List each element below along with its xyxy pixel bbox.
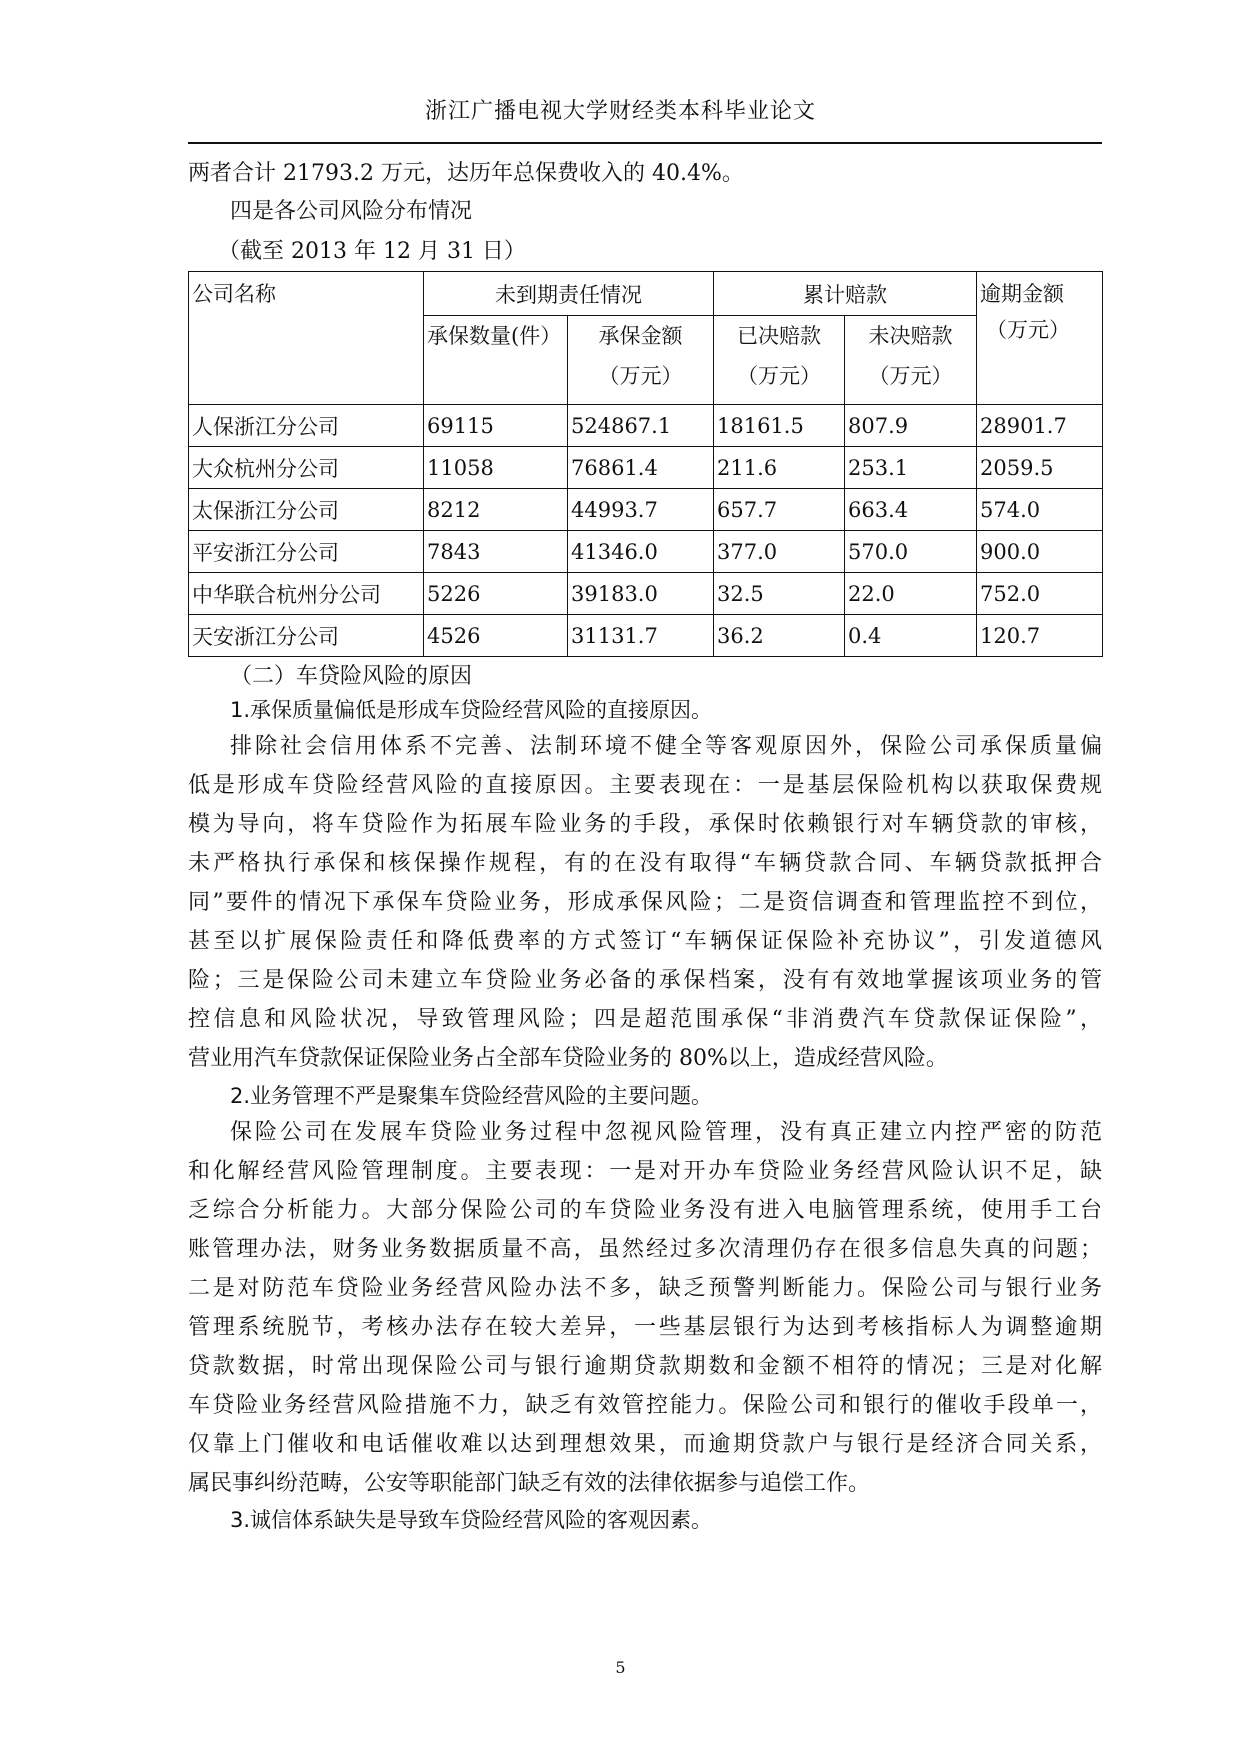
- cell-overdue: 574.0: [977, 489, 1103, 531]
- cell-overdue: 28901.7: [977, 405, 1103, 447]
- cell-settled: 18161.5: [714, 405, 845, 447]
- para2-line: 仅靠上门催收和电话催收难以达到理想效果，而逾期贷款户与银行是经济合同关系，: [188, 1432, 1102, 1457]
- cell-pending: 253.1: [845, 447, 977, 489]
- table-row: [189, 405, 1103, 447]
- cell-count: 69115: [424, 405, 568, 447]
- para1-line: 模为导向，将车贷险作为拓展车险业务的手段，承保时依赖银行对车辆贷款的审核，: [188, 812, 1102, 837]
- cell-pending: 807.9: [845, 405, 977, 447]
- para1-line: 低是形成车贷险经营风险的直接原因。主要表现在：一是基层保险机构以获取保费规: [188, 773, 1102, 798]
- header-pending-label: 未决赔款: [868, 324, 953, 349]
- header-settled: [714, 316, 845, 405]
- cell-count: 8212: [424, 489, 568, 531]
- para1-line: 甚至以扩展保险责任和降低费率的方式签订“车辆保证保险补充协议”，引发道德风: [188, 929, 1102, 954]
- cell-count: 11058: [424, 447, 568, 489]
- para1-line: 营业用汽车贷款保证保险业务占全部车贷险业务的 80%以上，造成经营风险。: [188, 1046, 948, 1071]
- cell-count: 7843: [424, 531, 568, 573]
- cell-company: 中华联合杭州分公司: [189, 573, 424, 615]
- section-heading: 四是各公司风险分布情况: [230, 199, 473, 224]
- header-settled-label: 已决赔款: [737, 324, 821, 349]
- table-note: （截至 2013 年 12 月 31 日）: [218, 239, 526, 264]
- table-row: [189, 615, 1103, 657]
- cell-company: 大众杭州分公司: [189, 447, 424, 489]
- cell-pending: 0.4: [845, 615, 977, 657]
- cell-amount: 76861.4: [568, 447, 714, 489]
- cell-overdue: 752.0: [977, 573, 1103, 615]
- page-number: 5: [615, 1658, 626, 1677]
- cell-pending: 663.4: [845, 489, 977, 531]
- header-unexpired: 未到期责任情况: [424, 272, 714, 316]
- para2-line: 属民事纠纷范畴，公安等职能部门缺乏有效的法律依据参与追偿工作。: [188, 1471, 871, 1496]
- table-row: [189, 489, 1103, 531]
- cell-company: 平安浙江分公司: [189, 531, 424, 573]
- cell-settled: 657.7: [714, 489, 845, 531]
- cell-settled: 36.2: [714, 615, 845, 657]
- header-overdue: [977, 272, 1103, 405]
- para2-line: 账管理办法，财务业务数据质量不高，虽然经过多次清理仍存在很多信息失真的问题；: [188, 1237, 1102, 1262]
- cell-company: 人保浙江分公司: [189, 405, 424, 447]
- para2-line: 和化解经营风险管理制度。主要表现：一是对开办车贷险业务经营风险认识不足，缺: [188, 1159, 1102, 1184]
- cell-overdue: 120.7: [977, 615, 1103, 657]
- para2-line: 二是对防范车贷险业务经营风险办法不多，缺乏预警判断能力。保险公司与银行业务: [188, 1276, 1102, 1301]
- table-row: [189, 573, 1103, 615]
- header-claims: 累计赔款: [714, 272, 977, 316]
- point2-heading: 2.业务管理不严是聚集车贷险经营风险的主要问题。: [230, 1084, 713, 1108]
- cell-settled: 377.0: [714, 531, 845, 573]
- cell-count: 5226: [424, 573, 568, 615]
- cell-overdue: 900.0: [977, 531, 1103, 573]
- cell-amount: 31131.7: [568, 615, 714, 657]
- header-amount-unit: （万元）: [598, 364, 683, 389]
- intro-line: 两者合计 21793.2 万元，达历年总保费收入的 40.4%。: [188, 161, 744, 186]
- header-overdue-unit: （万元）: [986, 318, 1070, 342]
- header-count: 承保数量(件）: [424, 316, 568, 405]
- cell-overdue: 2059.5: [977, 447, 1103, 489]
- header-amount-label: 承保金额: [598, 324, 683, 349]
- point1-heading: 1.承保质量偏低是形成车贷险经营风险的直接原因。: [230, 698, 713, 722]
- cell-settled: 32.5: [714, 573, 845, 615]
- point3-heading: 3.诚信体系缺失是导致车贷险经营风险的客观因素。: [230, 1508, 713, 1532]
- para1-line: 同”要件的情况下承保车贷险业务，形成承保风险；二是资信调查和管理监控不到位，: [188, 890, 1102, 915]
- table-row: [189, 447, 1103, 489]
- para1-line: 控信息和风险状况，导致管理风险；四是超范围承保“非消费汽车贷款保证保险”，: [188, 1007, 1102, 1032]
- header-pending: [845, 316, 977, 405]
- header-title: 浙江广播电视大学财经类本科毕业论文: [424, 99, 816, 124]
- table-header-row: [189, 272, 1103, 316]
- header-settled-unit: （万元）: [737, 364, 821, 389]
- cell-count: 4526: [424, 615, 568, 657]
- cell-pending: 22.0: [845, 573, 977, 615]
- cell-amount: 524867.1: [568, 405, 714, 447]
- cell-amount: 39183.0: [568, 573, 714, 615]
- para2-line: 乏综合分析能力。大部分保险公司的车贷险业务没有进入电脑管理系统，使用手工台: [188, 1198, 1102, 1223]
- para2-line: 贷款数据，时常出现保险公司与银行逾期贷款期数和金额不相符的情况；三是对化解: [188, 1354, 1102, 1379]
- cell-pending: 570.0: [845, 531, 977, 573]
- para2-line: 保险公司在发展车贷险业务过程中忽视风险管理，没有真正建立内控严密的防范: [230, 1120, 1102, 1145]
- cell-amount: 41346.0: [568, 531, 714, 573]
- cell-amount: 44993.7: [568, 489, 714, 531]
- header-amount: [568, 316, 714, 405]
- header-company: 公司名称: [189, 272, 424, 405]
- table-row: [189, 531, 1103, 573]
- cell-company: 太保浙江分公司: [189, 489, 424, 531]
- section2-heading: （二）车贷险风险的原因: [230, 664, 473, 689]
- header-pending-unit: （万元）: [868, 364, 953, 389]
- para1-line: 排除社会信用体系不完善、法制环境不健全等客观原因外，保险公司承保质量偏: [230, 734, 1102, 759]
- para1-line: 未严格执行承保和核保操作规程，有的在没有取得“车辆贷款合同、车辆贷款抵押合: [188, 851, 1102, 876]
- header-overdue-label: 逾期金额: [980, 282, 1064, 306]
- cell-settled: 211.6: [714, 447, 845, 489]
- para2-line: 管理系统脱节，考核办法存在较大差异，一些基层银行为达到考核指标人为调整逾期: [188, 1315, 1102, 1340]
- para2-line: 车贷险业务经营风险措施不力，缺乏有效管控能力。保险公司和银行的催收手段单一，: [188, 1393, 1102, 1418]
- cell-company: 天安浙江分公司: [189, 615, 424, 657]
- risk-distribution-table: [188, 271, 1103, 657]
- para1-line: 险；三是保险公司未建立车贷险业务必备的承保档案，没有有效地掌握该项业务的管: [188, 968, 1102, 993]
- header-rule: [188, 142, 1102, 144]
